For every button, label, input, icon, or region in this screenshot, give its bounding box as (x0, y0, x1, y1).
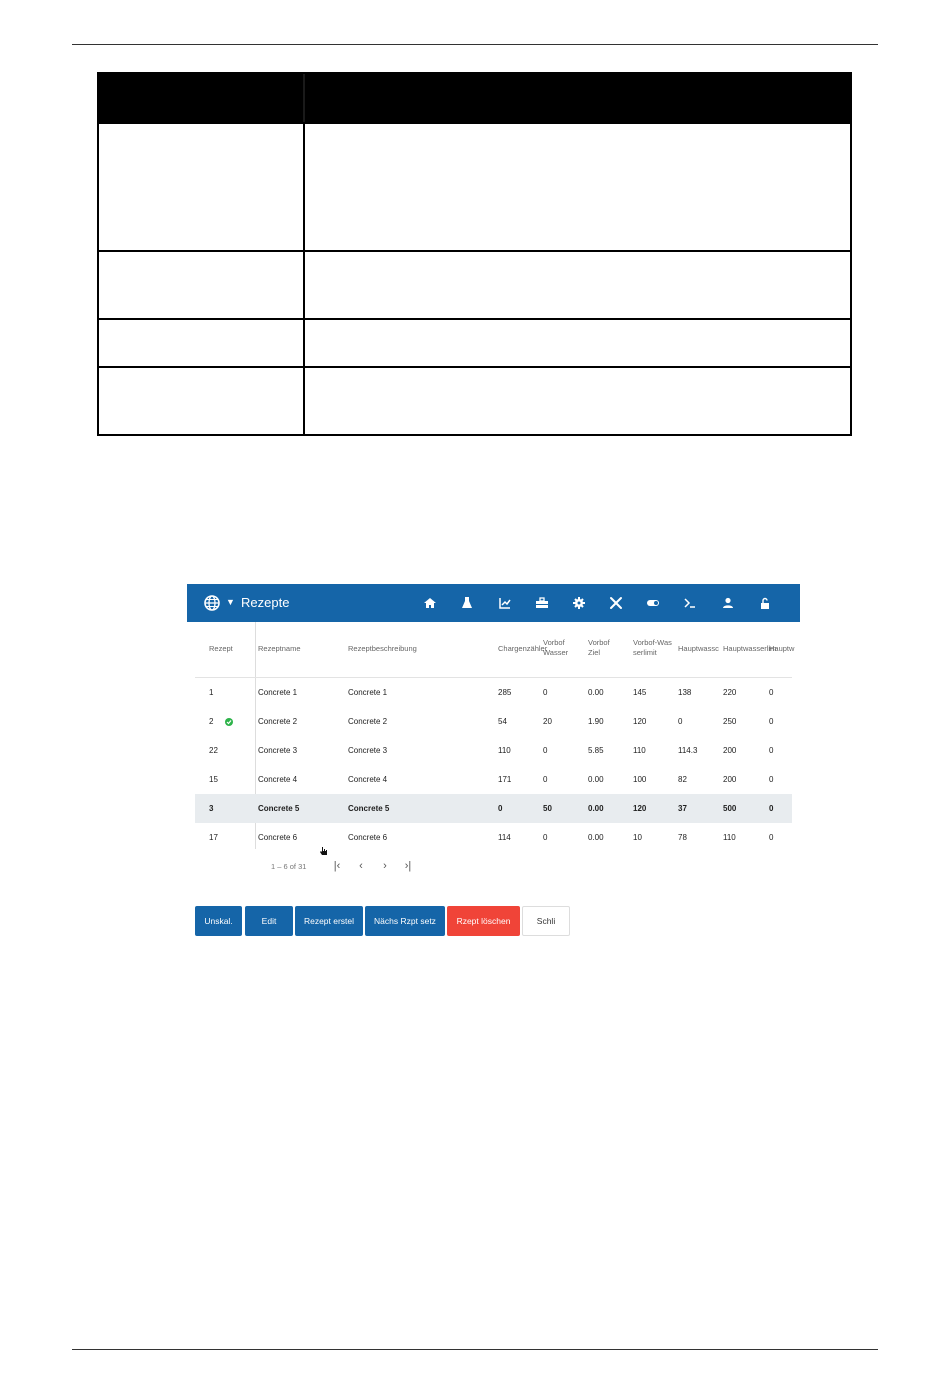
cell-name: Concrete 2 (258, 717, 298, 726)
pagination-label: 1 – 6 of 31 (271, 862, 307, 871)
cell-desc: Concrete 5 (348, 804, 390, 813)
edit-button[interactable]: Edit (245, 906, 293, 936)
cell-name: Concrete 5 (258, 804, 300, 813)
next-recipe-button[interactable]: Nächs Rzpt setz (365, 906, 445, 936)
cell-vz: 1.90 (588, 717, 604, 726)
col-header-vorbof-ziel[interactable]: Vorbof Ziel (588, 638, 610, 657)
col-header-rezept[interactable]: Rezept (209, 644, 233, 653)
cell-h2: 0 (769, 746, 774, 755)
cell-vw: 0 (543, 688, 548, 697)
recipe-grid (195, 622, 795, 849)
col-header-rezeptname[interactable]: Rezeptname (258, 644, 301, 653)
cell-charge: 114 (498, 833, 511, 842)
cell-desc: Concrete 3 (348, 746, 388, 755)
last-page-icon[interactable]: ›| (404, 860, 412, 872)
cell-vl: 100 (633, 775, 647, 784)
col-header-vorbof-wasserlimit[interactable]: Vorbof-Wasserlimit (633, 638, 672, 657)
cell-desc: Concrete 1 (348, 688, 388, 697)
col-header-hauptw[interactable]: Hauptw (769, 644, 795, 653)
page-title: Rezepte (241, 595, 290, 610)
flask-icon[interactable] (459, 595, 475, 611)
cell-hl: 200 (723, 775, 737, 784)
prev-page-icon[interactable]: ‹ (359, 860, 363, 872)
cell-vz: 0.00 (588, 688, 604, 697)
cell-charge: 54 (498, 717, 507, 726)
col-header-chargenzaehler[interactable]: Chargenzähler (498, 644, 548, 653)
table-row (99, 366, 850, 434)
home-icon[interactable] (422, 595, 438, 611)
toolbox-icon[interactable] (534, 595, 550, 611)
table-row (99, 122, 850, 252)
cell-hw: 82 (678, 775, 687, 784)
first-page-icon[interactable]: |‹ (333, 860, 341, 872)
recipes-screenshot (187, 584, 800, 944)
cell-vw: 50 (543, 804, 552, 813)
cell-id: 3 (209, 804, 214, 813)
cell-charge: 285 (498, 688, 512, 697)
table-row[interactable] (195, 707, 792, 736)
cell-h2: 0 (769, 804, 774, 813)
cell-name: Concrete 3 (258, 746, 298, 755)
cell-h2: 0 (769, 717, 774, 726)
unlock-icon[interactable] (757, 595, 773, 611)
cell-name: Concrete 1 (258, 688, 298, 697)
cell-hw: 0 (678, 717, 683, 726)
table-row[interactable] (195, 736, 792, 765)
col-header-hauptwasser[interactable]: Hauptwassc (678, 644, 719, 653)
cell-id: 2 (209, 717, 214, 726)
globe-icon[interactable] (204, 595, 220, 611)
create-recipe-button[interactable]: Rezept erstel (295, 906, 363, 936)
cell-h2: 0 (769, 833, 774, 842)
close-button[interactable]: Schli (522, 906, 570, 936)
cell-hl: 110 (723, 833, 736, 842)
chevron-down-icon[interactable]: ▼ (226, 597, 235, 607)
cell-vw: 0 (543, 746, 548, 755)
cell-vl: 120 (633, 717, 647, 726)
col-header-vorbof-wasser[interactable]: Vorbof Wasser (543, 638, 569, 657)
cell-vw: 0 (543, 833, 548, 842)
cell-vz: 0.00 (588, 833, 604, 842)
document-table (97, 72, 852, 436)
cell-h2: 0 (769, 688, 774, 697)
cell-hl: 200 (723, 746, 737, 755)
cell-vl: 145 (633, 688, 647, 697)
cell-hw: 138 (678, 688, 692, 697)
cell-hw: 37 (678, 804, 687, 813)
cell-id: 1 (209, 688, 214, 697)
table-header (99, 74, 850, 122)
cell-hl: 220 (723, 688, 737, 697)
col-header-hauptwasserlimit[interactable]: Hauptwasserlim (723, 644, 777, 653)
hand-cursor-icon (319, 846, 329, 856)
chart-icon[interactable] (497, 595, 513, 611)
grid-header (195, 622, 795, 678)
table-row[interactable] (195, 678, 792, 707)
delete-recipe-button[interactable]: Rzept löschen (447, 906, 520, 936)
cell-vl: 10 (633, 833, 642, 842)
unskal-button[interactable]: Unskal. (195, 906, 242, 936)
terminal-icon[interactable] (682, 595, 698, 611)
cell-vz: 0.00 (588, 775, 604, 784)
cell-name: Concrete 6 (258, 833, 298, 842)
header-rule (72, 44, 878, 45)
cell-hw: 114.3 (678, 746, 698, 755)
cell-charge: 171 (498, 775, 512, 784)
footer-rule (72, 1349, 878, 1350)
user-icon[interactable] (720, 595, 736, 611)
cell-vz: 5.85 (588, 746, 604, 755)
table-row[interactable] (195, 794, 792, 823)
cell-desc: Concrete 2 (348, 717, 388, 726)
cell-hl: 500 (723, 804, 737, 813)
cell-id: 15 (209, 775, 218, 784)
cell-vw: 0 (543, 775, 548, 784)
cell-hl: 250 (723, 717, 737, 726)
table-row (99, 318, 850, 368)
gear-icon[interactable] (571, 595, 587, 611)
cell-desc: Concrete 4 (348, 775, 388, 784)
cell-id: 22 (209, 746, 218, 755)
table-row (99, 250, 850, 320)
cell-h2: 0 (769, 775, 774, 784)
cell-desc: Concrete 6 (348, 833, 388, 842)
toggle-icon[interactable] (645, 595, 661, 611)
check-circle-icon (225, 718, 233, 726)
cell-vw: 20 (543, 717, 552, 726)
cell-id: 17 (209, 833, 218, 842)
cell-vl: 110 (633, 746, 646, 755)
cell-charge: 0 (498, 804, 503, 813)
cell-hw: 78 (678, 833, 687, 842)
cell-vl: 120 (633, 804, 647, 813)
table-row[interactable] (195, 765, 792, 794)
next-page-icon[interactable]: › (383, 860, 387, 872)
cell-charge: 110 (498, 746, 511, 755)
cell-vz: 0.00 (588, 804, 604, 813)
cell-name: Concrete 4 (258, 775, 298, 784)
table-row[interactable] (195, 823, 792, 852)
top-bar (187, 584, 800, 622)
col-header-rezeptbeschreibung[interactable]: Rezeptbeschreibung (348, 644, 417, 653)
tools-icon[interactable] (608, 595, 624, 611)
